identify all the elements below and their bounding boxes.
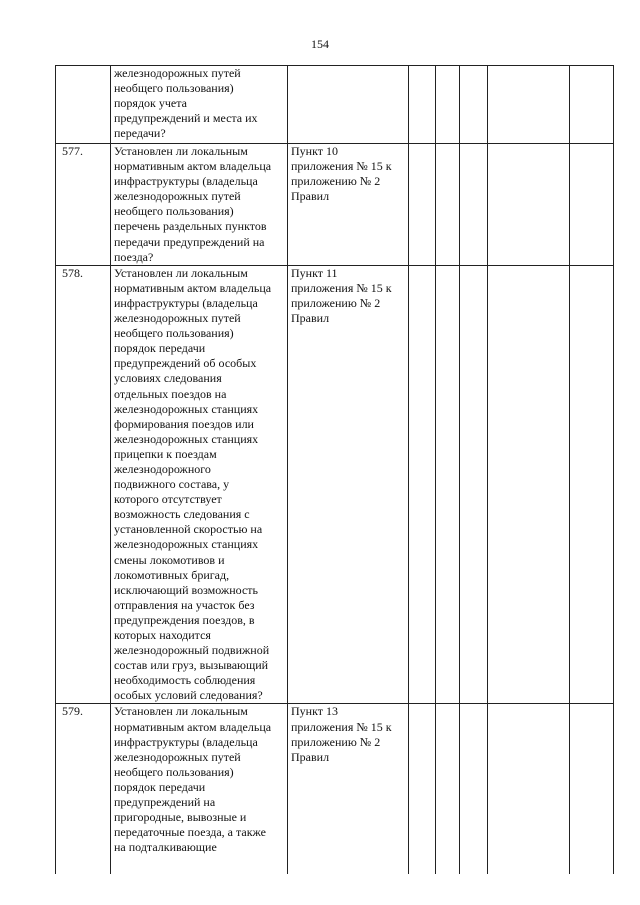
question-cell: Установлен ли локальным нормативным актом владельца инфраструктуры (владельца железнодорожных путей необщего пользования) порядок передачи предупреждений на пригородные, вывозные и передаточные поезда, а также на подталкивающие [111, 704, 288, 874]
remark-cell [570, 265, 614, 704]
question-cell: железнодорожных путей необщего пользования) порядок учета предупреждений и места их передачи? [111, 66, 288, 144]
answer-cell-yes [409, 66, 436, 144]
row-number: 579. [56, 704, 111, 874]
answer-cell-no [436, 265, 460, 704]
answer-cell-yes [409, 265, 436, 704]
row-number: 578. [56, 265, 111, 704]
note-cell [488, 144, 570, 266]
answer-cell-na [460, 144, 488, 266]
note-cell [488, 66, 570, 144]
table-row [56, 66, 614, 144]
row-number: 577. [56, 144, 111, 266]
answer-cell-yes [409, 704, 436, 874]
reference-cell [288, 66, 409, 144]
remark-cell [570, 144, 614, 266]
table-row [56, 144, 614, 266]
answer-cell-na [460, 265, 488, 704]
question-cell: Установлен ли локальным нормативным актом владельца инфраструктуры (владельца железнодорожных путей необщего пользования) порядок передачи предупреждений об особых условиях следования отдельных поездов на железнодорожных станциях формирования поездов или железнодорожных станциях прицепки к поездам железнодорожного подвижного состава, у которого отсутствует возможность следования с установленной скоростью на железнодорожных станциях смены локомотивов и локомотивных бригад, исключающий возможность отправления на участок без предупреждения поездов, в которых находится железнодорожный подвижной состав или груз, вызывающий необходимость соблюдения особых условий следования? [111, 265, 288, 704]
page-number: 154 [311, 37, 329, 51]
answer-cell-na [460, 704, 488, 874]
answer-cell-no [436, 66, 460, 144]
checklist-table [55, 65, 614, 874]
row-number [56, 66, 111, 144]
reference-cell: Пункт 10 приложения № 15 к приложению № 2 Правил [288, 144, 409, 266]
answer-cell-no [436, 704, 460, 874]
note-cell [488, 704, 570, 874]
table-row [56, 265, 614, 704]
note-cell [488, 265, 570, 704]
question-cell: Установлен ли локальным нормативным актом владельца инфраструктуры (владельца железнодорожных путей необщего пользования) перечень раздельных пунктов передачи предупреждений на поезда? [111, 144, 288, 266]
answer-cell-yes [409, 144, 436, 266]
reference-cell: Пункт 13 приложения № 15 к приложению № 2 Правил [288, 704, 409, 874]
reference-cell: Пункт 11 приложения № 15 к приложению № 2 Правил [288, 265, 409, 704]
table-row [56, 704, 614, 874]
remark-cell [570, 66, 614, 144]
answer-cell-na [460, 66, 488, 144]
remark-cell [570, 704, 614, 874]
answer-cell-no [436, 144, 460, 266]
